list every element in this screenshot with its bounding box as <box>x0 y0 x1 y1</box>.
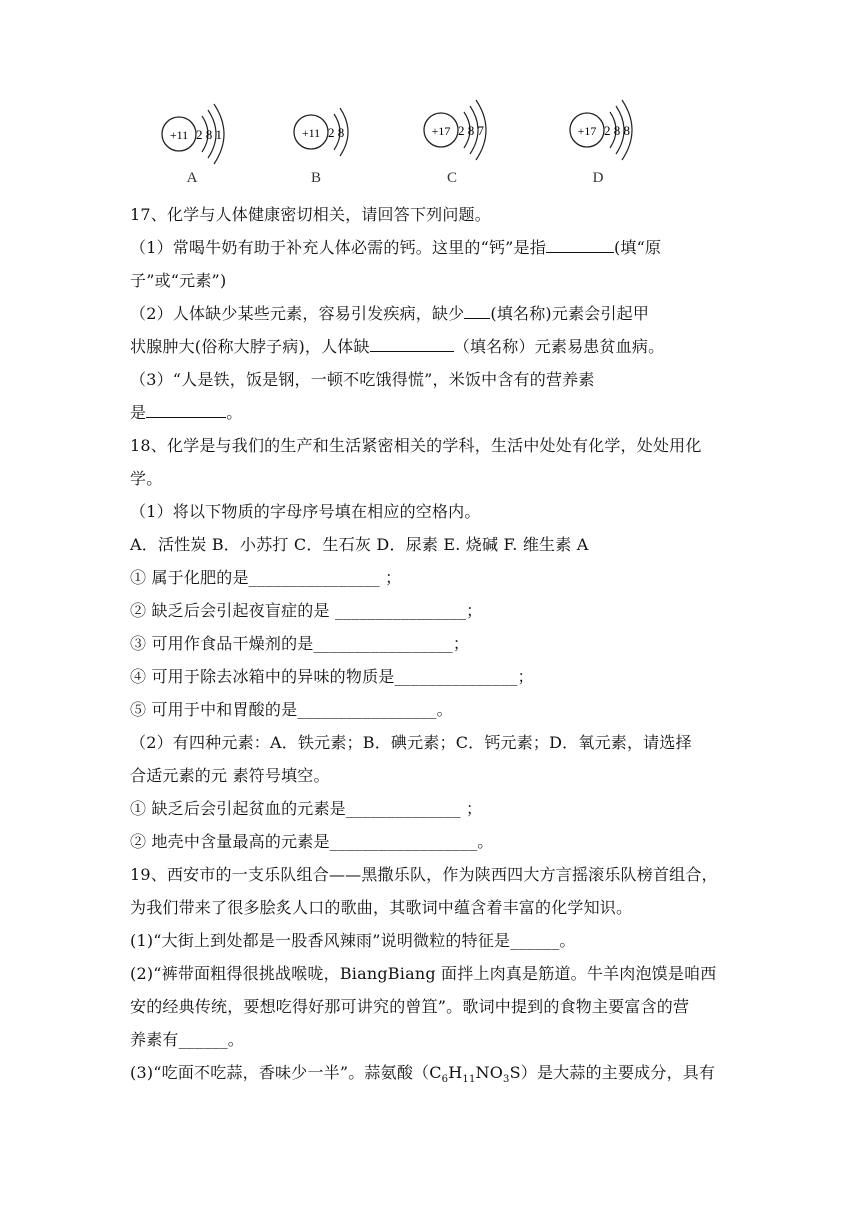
q17-part3-line2 <box>130 396 740 429</box>
atom-diagram-c <box>420 92 540 202</box>
q19-part2-line3: 养素有______。 <box>130 1030 245 1049</box>
nucleus-c: +17 <box>431 124 451 138</box>
label-d: D <box>592 170 604 186</box>
q17-part2-line1 <box>130 297 740 330</box>
q18-part1: （1）将以下物质的字母序号填在相应的空格内。 <box>130 502 481 521</box>
q19-part3-line1 <box>130 1056 740 1089</box>
q18-item-5: ⑤ 可用于中和胃酸的是_________________。 <box>130 700 453 719</box>
atom-diagram-a-drawing <box>158 92 278 172</box>
q17-part2-text: （2）人体缺少某些元素，容易引发疾病，缺少 <box>130 304 465 323</box>
q17-part3-end: 。 <box>226 403 243 422</box>
answer-blank-calcium[interactable] <box>546 234 614 253</box>
q19-title-line1: 19、西安市的一支乐队组合——黑撒乐队，作为陕西四大方言摇滚乐队榜首组合， <box>130 865 718 884</box>
label-b: B <box>310 170 321 186</box>
q18-options: A．活性炭 B．小苏打 C．生石灰 D．尿素 E. 烧碱 F. 维生素 A <box>130 535 589 554</box>
atom-diagram-c-drawing <box>420 92 540 172</box>
q19-part2-line2: 安的经典传统，要想吃得好那可讲究的曾笡”。歌词中提到的食物主要富含的营 <box>130 997 690 1016</box>
formula-sub-3: 3 <box>503 1074 510 1086</box>
formula-no: NO <box>475 1063 504 1082</box>
atom-diagram-a <box>158 92 278 202</box>
q19-part3-text2: S）是大蒜的主要成分，具有 <box>509 1063 716 1082</box>
atom-diagram-d-drawing <box>566 92 686 172</box>
atom-diagram-b <box>290 92 410 202</box>
q18-title-line1: 18、化学是与我们的生产和生活紧密相关的学科，生活中处处有化学，处处用化 <box>130 436 702 455</box>
answer-blank-nutrient[interactable] <box>146 399 226 418</box>
nucleus-b: +11 <box>301 126 321 140</box>
formula-sub-11: 11 <box>462 1074 476 1086</box>
q17-title: 17、化学与人体健康密切相关，请回答下列问题。 <box>130 205 491 224</box>
nucleus-a: +11 <box>169 128 189 142</box>
q18-sub-item-1: ① 缺乏后会引起贫血的元素是______________ ； <box>130 799 483 818</box>
formula-h: H <box>448 1063 463 1082</box>
q18-part2-line1: （2）有四种元素：A．铁元素；B．碘元素；C．钙元素；D．氧元素，请选择 <box>130 733 692 752</box>
q19-part1: (1)“大街上到处都是一股香风辣雨”说明微粒的特征是______。 <box>130 931 576 950</box>
question-content <box>130 198 740 1089</box>
q17-part2-hint: (填名称)元素会引起甲 <box>490 304 650 323</box>
q18-item-3: ③ 可用作食品干燥剂的是_________________； <box>130 634 470 653</box>
q18-item-4: ④ 可用于除去冰箱中的异味的物质是_______________； <box>130 667 534 686</box>
shells-d: 2 8 8 <box>604 123 630 138</box>
q17-part1-hint: (填“原 <box>613 238 662 257</box>
answer-blank-iodine[interactable] <box>464 300 490 319</box>
q17-part1-text: （1）常喝牛奶有助于补充人体必需的钙。这里的“钙”是指 <box>130 238 546 257</box>
q17-part3-text: 是 <box>130 403 147 422</box>
q17-part1-line2: 子”或“元素”) <box>130 271 227 290</box>
q17-part1-line1 <box>130 231 740 264</box>
q19-part3-text: (3)“吃面不吃蒜，香味少一半”。蒜氨酸（C <box>130 1063 442 1082</box>
q18-item-2: ② 缺乏后会引起夜盲症的是 ________________； <box>130 601 483 620</box>
q17-part2-text2: 状腺肿大(俗称大脖子病)，人体缺 <box>130 337 370 356</box>
formula-sub-6: 6 <box>441 1074 449 1086</box>
q18-sub-item-2: ② 地壳中含量最高的元素是__________________。 <box>130 832 494 851</box>
atom-diagram-b-drawing <box>290 92 410 172</box>
q18-item-1: ① 属于化肥的是________________ ； <box>130 568 402 587</box>
label-a: A <box>186 170 198 186</box>
answer-blank-iron[interactable] <box>370 333 454 352</box>
q18-title-line2: 学。 <box>130 469 163 488</box>
nucleus-d: +17 <box>577 124 597 138</box>
atom-diagram-d <box>566 92 686 202</box>
q17-part2-line2 <box>130 330 740 363</box>
label-c: C <box>446 170 457 186</box>
q19-part2-line1: (2)“裤带面粗得很挑战喉咙，BiangBiang 面拌上肉真是筋道。牛羊肉泡馍是咱西 <box>130 964 717 983</box>
q17-part2-hint2: （填名称）元素易患贫血病。 <box>453 337 665 356</box>
atom-diagrams <box>0 92 860 202</box>
q18-part2-line2: 合适元素的元 素符号填空。 <box>130 766 330 785</box>
shells-c: 2 8 7 <box>458 123 484 138</box>
shells-b: 2 8 <box>328 125 345 140</box>
q17-part3-line1: （3）“人是铁，饭是钢，一顿不吃饿得慌”，米饭中含有的营养素 <box>130 370 595 389</box>
q19-title-line2: 为我们带来了很多脍炙人口的歌曲，其歌词中蕴含着丰富的化学知识。 <box>130 898 633 917</box>
shells-a: 2 8 1 <box>196 127 222 142</box>
